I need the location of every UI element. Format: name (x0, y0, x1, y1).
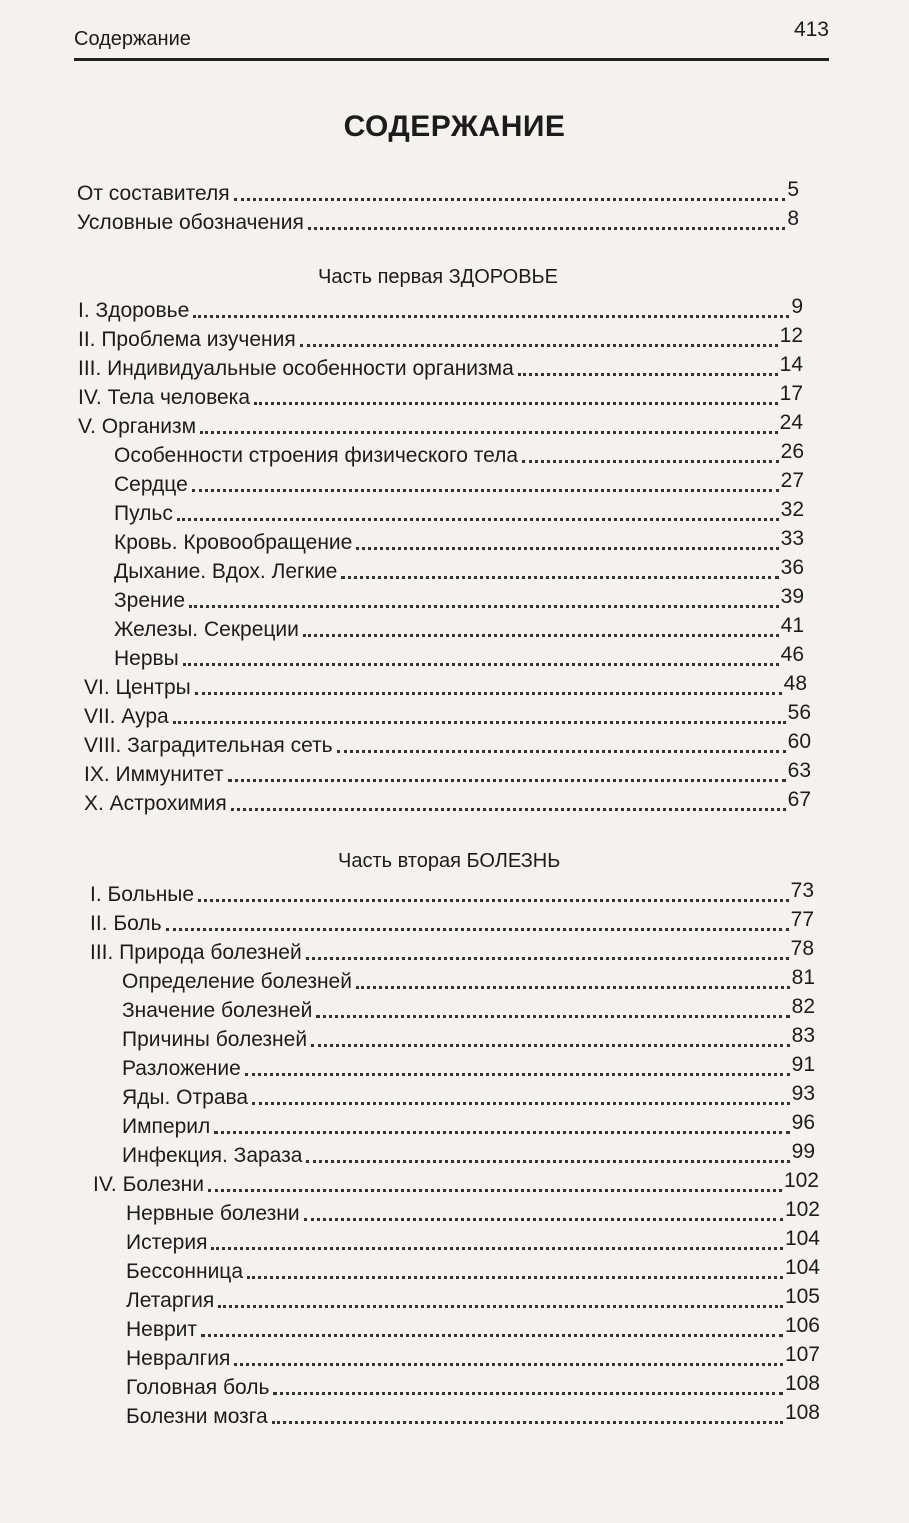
toc-entry-label: Нервные болезни (126, 1202, 300, 1225)
toc-entry-page: 17 (779, 382, 803, 405)
toc-entry-label: Значение болезней (122, 999, 313, 1022)
toc-entry-label: Разложение (122, 1057, 241, 1080)
toc-entry-page: 27 (780, 469, 804, 492)
toc-subentry (126, 1372, 820, 1400)
toc-entry-page: 8 (787, 207, 799, 230)
toc-entry (90, 908, 814, 936)
toc-leader (254, 401, 778, 405)
toc-leader (211, 1246, 783, 1250)
toc-subentry (126, 1285, 820, 1313)
running-header-section: Содержание (74, 28, 191, 50)
toc-entry-label: Головная боль (126, 1376, 270, 1399)
toc-entry (90, 879, 814, 907)
toc-entry (90, 937, 814, 965)
toc-entry-page: 5 (787, 178, 799, 201)
toc-entry-page: 81 (791, 966, 815, 989)
toc-subentry (122, 1082, 815, 1110)
toc-entry-page: 48 (783, 672, 807, 695)
toc-entry-label: III. Индивидуальные особенности организма (78, 357, 514, 380)
toc-entry (84, 730, 811, 758)
running-header (74, 14, 829, 61)
toc-entry-label: I. Больные (90, 883, 195, 906)
toc-entry-label: Невралгия (126, 1347, 231, 1370)
toc-subentry (122, 995, 815, 1023)
toc-leader (245, 1072, 790, 1076)
toc-subentry (126, 1343, 820, 1371)
toc-entry-page: 33 (780, 527, 804, 550)
toc-leader (189, 604, 779, 608)
toc-leader (218, 1304, 783, 1308)
toc-leader (522, 459, 779, 463)
toc-leader (208, 1188, 782, 1192)
toc-leader (306, 956, 789, 960)
toc-entry-label: Причины болезней (122, 1028, 308, 1051)
toc-entry-page: 14 (779, 353, 803, 376)
toc-leader (234, 197, 786, 201)
toc-entry (78, 324, 803, 352)
toc-leader (193, 314, 789, 318)
toc-entry-page: 39 (780, 585, 804, 608)
toc-entry-page: 78 (790, 937, 814, 960)
toc-entry-label: Неврит (126, 1318, 198, 1341)
toc-leader (303, 633, 779, 637)
toc-entry-label: X. Астрохимия (84, 792, 227, 815)
page-number: 413 (793, 18, 829, 41)
toc-entry-page: 105 (784, 1285, 820, 1308)
toc-entry-label: Дыхание. Вдох. Легкие (114, 560, 338, 583)
toc-entry-page: 93 (791, 1082, 815, 1105)
toc-entry-label: Условные обозначения (77, 211, 304, 234)
toc-entry-label: Особенности строения физического тела (114, 444, 519, 467)
toc-entry-label: IV. Болезни (93, 1173, 205, 1196)
toc-leader (316, 1014, 789, 1018)
toc-entry (78, 382, 803, 410)
toc-leader (234, 1362, 783, 1366)
toc-entry-page: 91 (791, 1053, 815, 1076)
toc-subentry (114, 614, 804, 642)
toc-entry-page: 9 (791, 295, 803, 318)
toc-entry-label: Истерия (126, 1231, 208, 1254)
toc-leader (518, 372, 778, 376)
toc-subentry (126, 1198, 820, 1226)
toc-entry-label: Нервы (114, 647, 179, 670)
toc-entry (84, 759, 811, 787)
toc-entry-page: 77 (790, 908, 814, 931)
toc-entry-label: Инфекция. Зараза (122, 1144, 303, 1167)
toc-entry-page: 41 (780, 614, 804, 637)
toc-entry-page: 36 (780, 556, 804, 579)
toc-entry-label: III. Природа болезней (90, 941, 302, 964)
toc-leader (273, 1391, 783, 1395)
toc-entry-page: 96 (791, 1111, 815, 1134)
toc-entry-page: 67 (787, 788, 811, 811)
toc-leader (252, 1101, 790, 1105)
toc-entry-page: 108 (784, 1401, 820, 1424)
toc-leader (166, 927, 789, 931)
toc-entry-page: 83 (791, 1024, 815, 1047)
toc-entry-page: 102 (784, 1198, 820, 1221)
toc-entry (84, 701, 811, 729)
toc-entry-page: 46 (780, 643, 804, 666)
toc-entry (78, 295, 803, 323)
toc-leader (177, 517, 779, 521)
toc-subentry (114, 556, 804, 584)
toc-leader (173, 720, 786, 724)
toc-leader (300, 343, 778, 347)
toc-entry-page: 108 (784, 1372, 820, 1395)
page-title: СОДЕРЖАНИЕ (343, 110, 566, 143)
toc-entry-page: 107 (784, 1343, 820, 1366)
toc-entry-label: IV. Тела человека (78, 386, 250, 409)
toc-leader (231, 807, 786, 811)
toc-entry-label: Болезни мозга (126, 1405, 268, 1428)
toc-leader (228, 778, 786, 782)
toc-entry-label: Пульс (114, 502, 173, 525)
toc-entry (84, 788, 811, 816)
toc-leader (341, 575, 778, 579)
toc-leader (183, 662, 779, 666)
toc-leader (356, 985, 790, 989)
toc-entry-label: Кровь. Кровообращение (114, 531, 353, 554)
toc-leader (356, 546, 778, 550)
toc-subentry (122, 1053, 815, 1081)
toc-subentry (114, 440, 804, 468)
toc-leader (304, 1217, 783, 1221)
toc-entry-page: 63 (787, 759, 811, 782)
toc-entry-page: 26 (780, 440, 804, 463)
toc-leader (200, 430, 778, 434)
toc-entry-page: 73 (790, 879, 814, 902)
toc-leader (214, 1130, 789, 1134)
toc-entry-page: 104 (784, 1256, 820, 1279)
toc-subentry (114, 527, 804, 555)
toc-entry-page: 99 (791, 1140, 815, 1163)
toc-subentry (122, 1024, 815, 1052)
toc-entry (77, 207, 799, 235)
toc-entry-label: IX. Иммунитет (84, 763, 224, 786)
toc-leader (195, 691, 782, 695)
toc-entry-label: Сердце (114, 473, 188, 496)
toc-entry (93, 1169, 819, 1197)
toc-entry-label: Определение болезней (122, 970, 352, 993)
toc-entry-page: 56 (787, 701, 811, 724)
toc-entry (84, 672, 807, 700)
toc-entry-page: 106 (784, 1314, 820, 1337)
toc-entry-label: От составителя (77, 182, 230, 205)
toc-entry-page: 60 (787, 730, 811, 753)
toc-entry-page: 32 (780, 498, 804, 521)
toc-entry-label: I. Здоровье (78, 299, 190, 322)
toc-subentry (114, 469, 804, 497)
toc-subentry (122, 1140, 815, 1168)
toc-subentry (126, 1314, 820, 1342)
part-one-heading: Часть первая ЗДОРОВЬЕ (318, 266, 559, 288)
toc-leader (308, 226, 785, 230)
toc-entry (78, 353, 803, 381)
part-two-heading: Часть вторая БОЛЕЗНЬ (338, 850, 561, 872)
toc-entry-label: Империл (122, 1115, 211, 1138)
toc-entry-page: 102 (783, 1169, 819, 1192)
toc-entry-label: Яды. Отрава (122, 1086, 249, 1109)
toc-leader (201, 1333, 783, 1337)
toc-subentry (122, 1111, 815, 1139)
toc-entry-page: 24 (779, 411, 803, 434)
toc-subentry (114, 643, 804, 671)
toc-entry (77, 178, 799, 206)
toc-entry-page: 104 (784, 1227, 820, 1250)
toc-entry-label: Железы. Секреции (114, 618, 299, 641)
toc-entry-label: VII. Аура (84, 705, 169, 728)
toc-subentry (126, 1401, 820, 1429)
toc-subentry (122, 966, 815, 994)
toc-subentry (126, 1256, 820, 1284)
toc-leader (306, 1159, 789, 1163)
toc-subentry (114, 585, 804, 613)
toc-entry-label: II. Боль (90, 912, 162, 935)
toc-subentry (126, 1227, 820, 1255)
toc-leader (311, 1043, 790, 1047)
toc-entry-label: V. Организм (78, 415, 197, 438)
toc-entry-label: II. Проблема изучения (78, 328, 296, 351)
toc-leader (192, 488, 779, 492)
toc-entry-label: Летаргия (126, 1289, 215, 1312)
toc-subentry (114, 498, 804, 526)
toc-entry-label: Бессонница (126, 1260, 244, 1283)
toc-entry-label: VI. Центры (84, 676, 191, 699)
toc-entry-page: 12 (779, 324, 803, 347)
toc-entry (78, 411, 803, 439)
toc-leader (247, 1275, 783, 1279)
toc-entry-label: VIII. Заградительная сеть (84, 734, 333, 757)
toc-entry-page: 82 (791, 995, 815, 1018)
toc-entry-label: Зрение (114, 589, 186, 612)
toc-leader (272, 1420, 783, 1424)
toc-leader (337, 749, 786, 753)
toc-leader (198, 898, 789, 902)
